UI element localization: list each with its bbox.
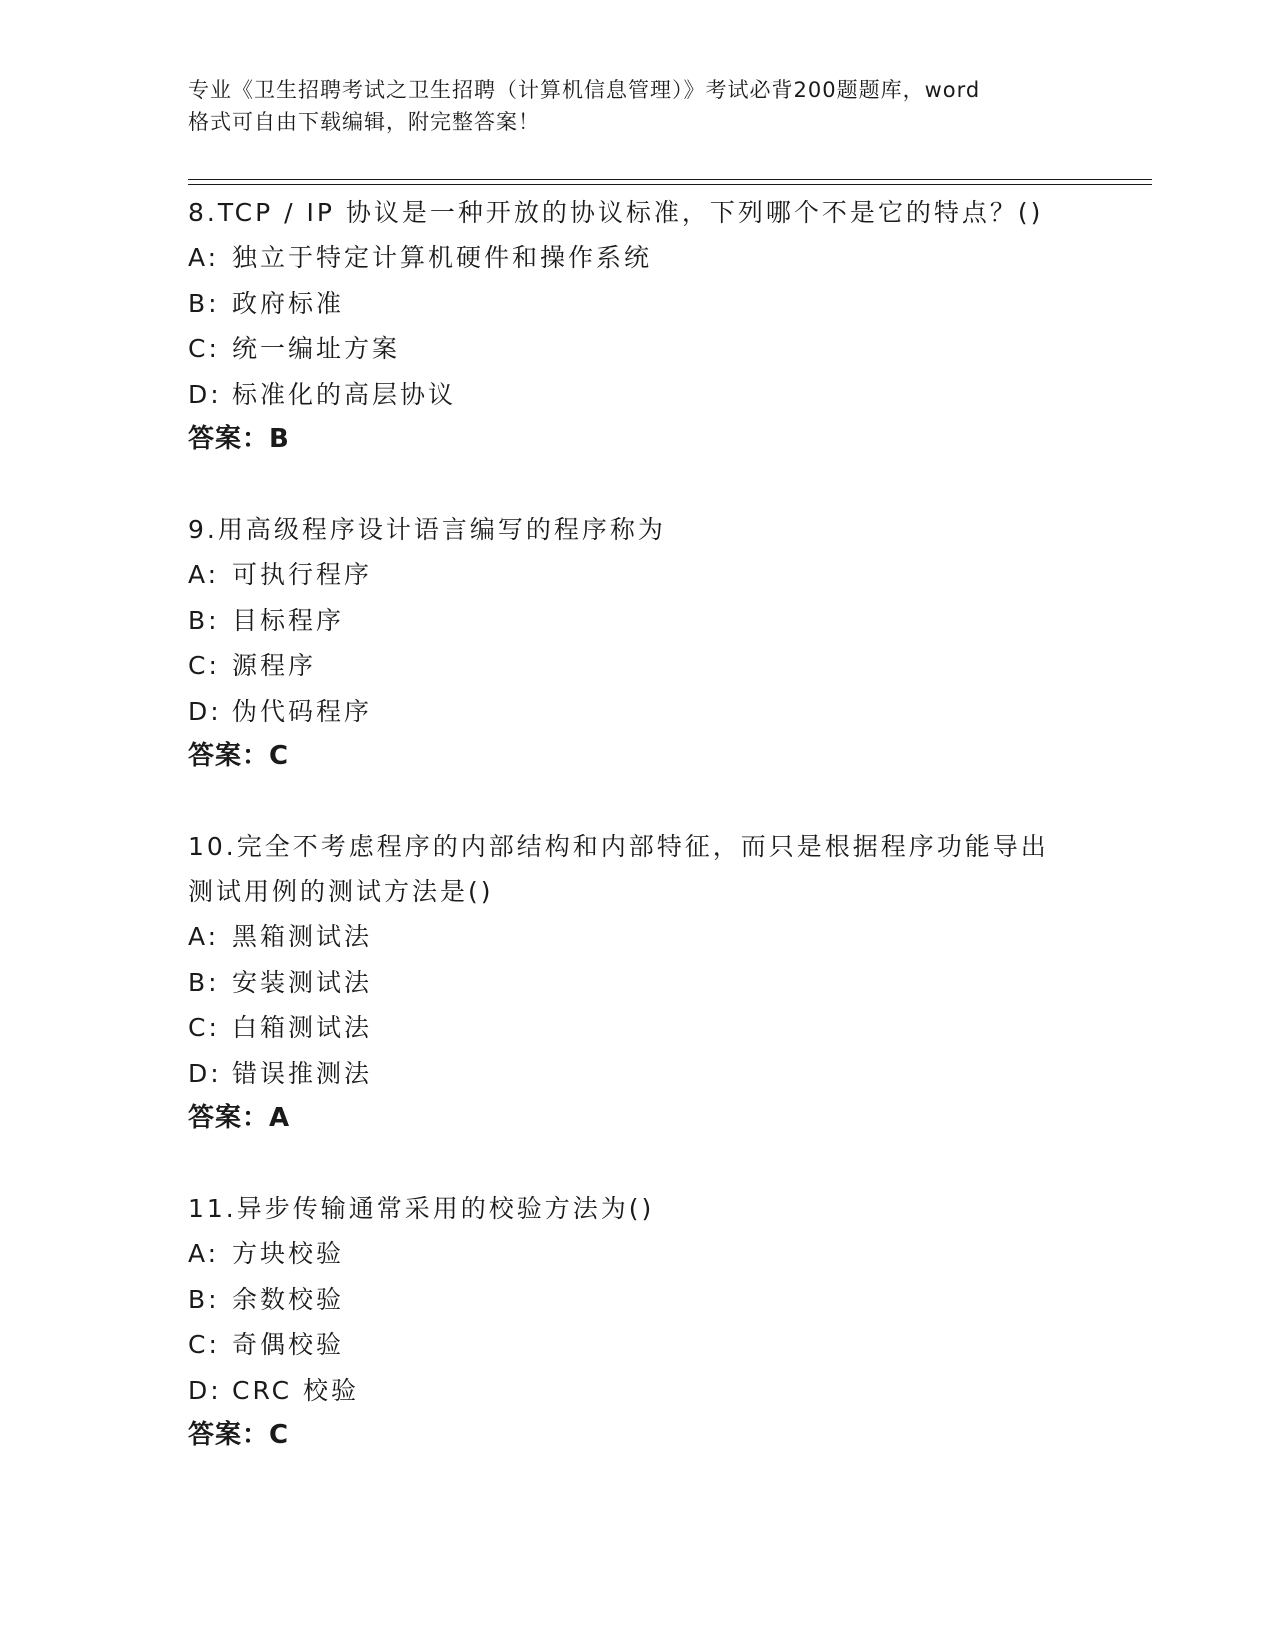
question-stem: 9.用高级程序设计语言编写的程序称为 (188, 515, 666, 544)
option-label: A: (188, 560, 220, 589)
option-label: D: (188, 696, 222, 726)
answer-line: 答案：C (188, 741, 290, 771)
option-label: B: (188, 288, 220, 318)
option-label: C: (188, 1013, 220, 1042)
option-label: B: (188, 605, 220, 635)
option-text: 方块校验 (232, 1239, 345, 1268)
option-label: A: (188, 922, 220, 951)
answer-line: 答案：A (188, 1103, 291, 1133)
question-stem: 8.TCP / IP 协议是一种开放的协议标准，下列哪个不是它的特点？() (188, 198, 1044, 227)
option-label: A: (188, 243, 220, 272)
option-text: 可执行程序 (232, 560, 373, 589)
option-label: D: (188, 1058, 222, 1088)
document-header (188, 74, 1088, 138)
option-b (188, 960, 1108, 1006)
question-stem-continued: 测试用例的测试方法是() (188, 877, 494, 906)
option-text: 目标程序 (232, 605, 345, 635)
option-a (188, 235, 1108, 281)
option-label: D: (188, 1375, 222, 1405)
option-c (188, 643, 1108, 689)
option-label: C: (188, 334, 220, 363)
option-a (188, 914, 1108, 960)
option-label: A: (188, 1239, 220, 1268)
option-c (188, 326, 1108, 372)
option-c (188, 1322, 1108, 1368)
option-d (188, 1368, 1108, 1414)
answer-line: 答案：B (188, 424, 290, 454)
option-a (188, 1231, 1108, 1277)
option-text: 政府标准 (232, 288, 345, 318)
question-9 (188, 507, 1108, 779)
header-divider-top (188, 179, 1152, 180)
option-label: B: (188, 967, 220, 997)
option-label: B: (188, 1284, 220, 1314)
option-text: 标准化的高层协议 (232, 379, 457, 409)
option-b (188, 598, 1108, 644)
header-line-2: 格式可自由下载编辑，附完整答案！ (188, 110, 540, 134)
option-text: 黑箱测试法 (232, 922, 373, 951)
option-d (188, 1051, 1108, 1097)
question-8 (188, 190, 1108, 462)
option-label: D: (188, 379, 222, 409)
option-d (188, 372, 1108, 418)
option-text: 奇偶校验 (232, 1330, 345, 1359)
option-text: 错误推测法 (232, 1058, 373, 1088)
option-text: 余数校验 (232, 1284, 345, 1314)
header-divider-bottom (188, 184, 1152, 185)
option-text: 伪代码程序 (232, 696, 373, 726)
header-line-1: 专业《卫生招聘考试之卫生招聘（计算机信息管理）》考试必背200题题库，word (188, 78, 981, 102)
option-text: 白箱测试法 (232, 1013, 373, 1042)
option-d (188, 689, 1108, 735)
option-c (188, 1005, 1108, 1051)
option-text: 独立于特定计算机硬件和操作系统 (232, 243, 653, 272)
question-stem: 11.异步传输通常采用的校验方法为() (188, 1194, 655, 1223)
option-text: CRC 校验 (232, 1375, 359, 1405)
question-11 (188, 1186, 1108, 1458)
question-10 (188, 824, 1108, 1141)
option-a (188, 552, 1108, 598)
option-label: C: (188, 651, 220, 680)
question-stem: 10.完全不考虑程序的内部结构和内部特征，而只是根据程序功能导出 (188, 832, 1049, 861)
answer-line: 答案：C (188, 1420, 290, 1450)
option-text: 源程序 (232, 651, 317, 680)
option-label: C: (188, 1330, 220, 1359)
option-text: 安装测试法 (232, 967, 373, 997)
option-text: 统一编址方案 (232, 334, 401, 363)
option-b (188, 1277, 1108, 1323)
question-list (188, 190, 1108, 1503)
option-b (188, 281, 1108, 327)
